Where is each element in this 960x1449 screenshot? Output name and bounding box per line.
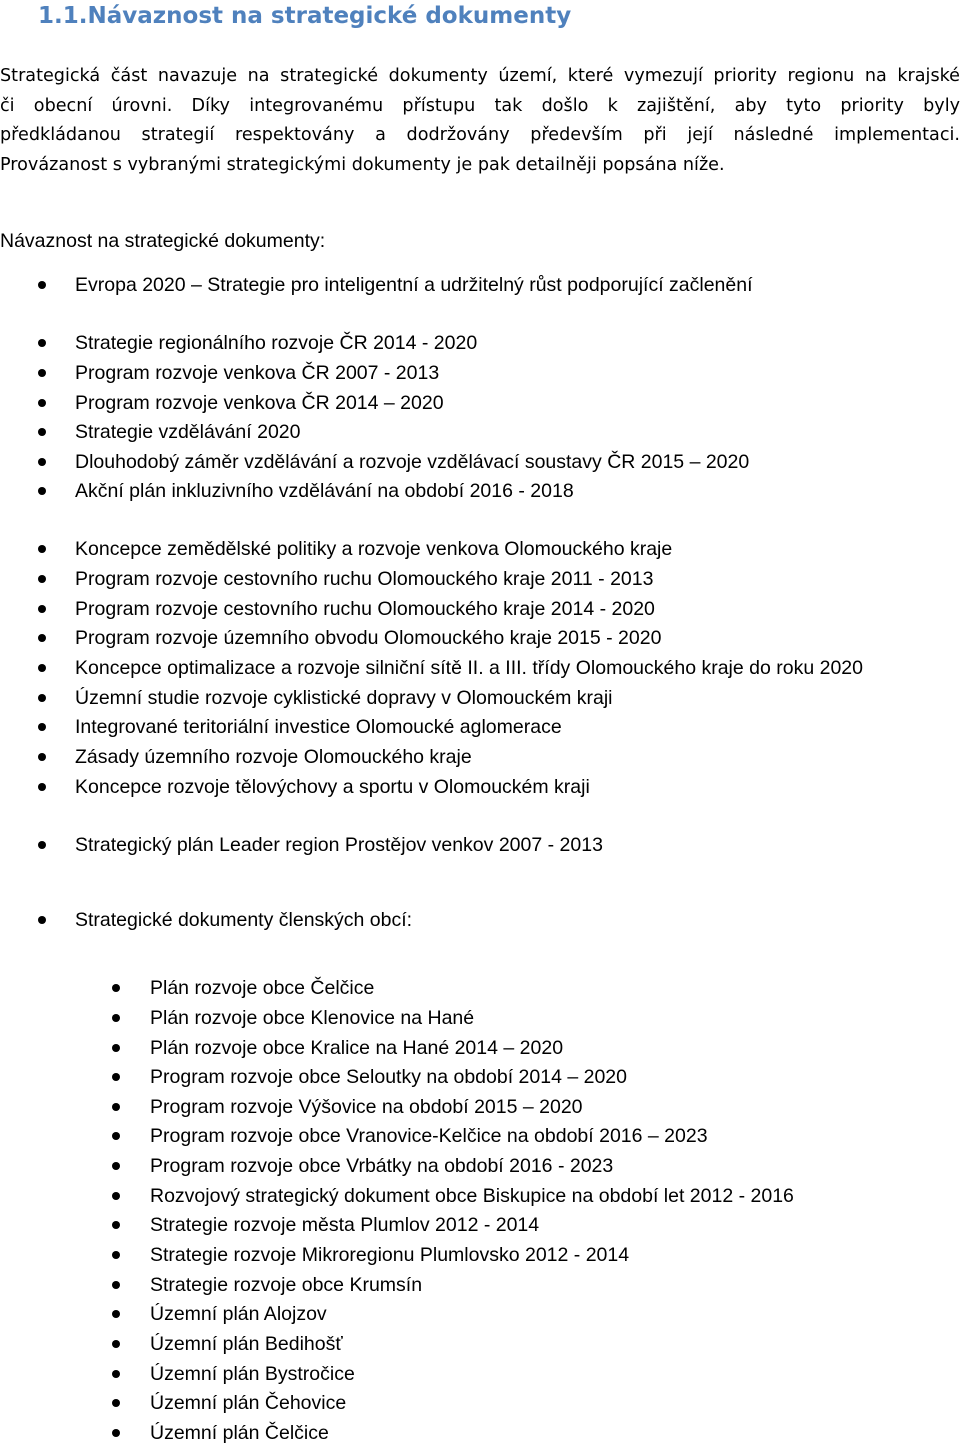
bullet-icon — [112, 1310, 120, 1318]
bullet-icon — [112, 1399, 120, 1407]
bullet-icon — [112, 1073, 120, 1081]
bullet-icon — [112, 1162, 120, 1170]
bullet-icon — [112, 1281, 120, 1289]
list-item-text: Program rozvoje obce Seloutky na období 2014 – 2020 — [150, 1066, 627, 1088]
bullet-icon — [112, 1044, 120, 1052]
list-item-text: Strategie rozvoje Mikroregionu Plumlovsko 2012 - 2014 — [150, 1244, 630, 1266]
list-item-text: Strategie rozvoje obce Krumsín — [150, 1274, 423, 1296]
bullet-icon — [38, 281, 46, 289]
list-item-text: Plán rozvoje obce Klenovice na Hané — [150, 1007, 475, 1029]
list-item-text: Program rozvoje cestovního ruchu Olomouckého kraje 2011 - 2013 — [75, 568, 654, 590]
bullet-icon — [112, 1340, 120, 1348]
bullet-icon — [38, 841, 46, 849]
bullet-icon — [112, 1103, 120, 1111]
list-item-text: Strategie rozvoje města Plumlov 2012 - 2014 — [150, 1214, 540, 1236]
list-item-text: Akční plán inkluzivního vzdělávání na období 2016 - 2018 — [75, 480, 574, 502]
list-item-text: Program rozvoje obce Vranovice-Kelčice na období 2016 – 2023 — [150, 1125, 708, 1147]
bullet-icon — [112, 1370, 120, 1378]
bullet-icon — [38, 723, 46, 731]
bullet-icon — [112, 1132, 120, 1140]
list-item-text: Rozvojový strategický dokument obce Biskupice na období let 2012 - 2016 — [150, 1185, 794, 1207]
list-item-text: Územní plán Čehovice — [150, 1392, 347, 1414]
list-item-text: Program rozvoje územního obvodu Olomouckého kraje 2015 - 2020 — [75, 627, 662, 649]
bullet-icon — [112, 1192, 120, 1200]
intro-line: Provázanost s vybranými strategickými dokumenty je pak detailněji popsána níže. — [0, 155, 725, 176]
list-item-text: Program rozvoje venkova ČR 2007 - 2013 — [75, 362, 440, 384]
bullet-icon — [38, 916, 46, 924]
list-item-text: Územní studie rozvoje cyklistické dopravy v Olomouckém kraji — [75, 687, 613, 709]
list-item-text: Koncepce optimalizace a rozvoje silniční sítě II. a III. třídy Olomouckého kraje do roku 2020 — [75, 657, 863, 679]
bullet-icon — [38, 783, 46, 791]
bullet-icon — [112, 1221, 120, 1229]
list-item-text: Územní plán Čelčice — [150, 1422, 329, 1444]
bullet-icon — [38, 575, 46, 583]
bullet-icon — [112, 984, 120, 992]
bullet-icon — [38, 664, 46, 672]
bullet-icon — [112, 1251, 120, 1259]
list-item-text: Územní plán Bystročice — [150, 1363, 355, 1385]
list-item-text: Koncepce rozvoje tělovýchovy a sportu v Olomouckém kraji — [75, 776, 590, 798]
list-item-text: Strategie vzdělávání 2020 — [75, 421, 301, 443]
list-item-text: Územní plán Bedihošť — [150, 1333, 343, 1355]
intro-line: předkládanou strategií respektovány a dodržovány především při její následné implementaci. — [0, 125, 960, 146]
list-item-text: Program rozvoje Výšovice na období 2015 – 2020 — [150, 1096, 583, 1118]
list-item-text: Plán rozvoje obce Čelčice — [150, 977, 375, 999]
list-item-text: Strategie regionálního rozvoje ČR 2014 - 2020 — [75, 332, 478, 354]
bullet-icon — [112, 1429, 120, 1437]
intro-line: Strategická část navazuje na strategické dokumenty území, které vymezují priority regionu na krajské — [0, 66, 960, 86]
intro-line: či obecní úrovni. Díky integrovanému přístupu tak došlo k zajištění, aby tyto priority byly — [0, 95, 960, 116]
bullet-icon — [38, 634, 46, 642]
section-label: Návaznost na strategické dokumenty: — [0, 230, 326, 252]
list-item-text: Zásady územního rozvoje Olomouckého kraje — [75, 746, 472, 768]
list-item-text: Koncepce zemědělské politiky a rozvoje venkova Olomouckého kraje — [75, 538, 673, 560]
list-item-text: Plán rozvoje obce Kralice na Hané 2014 – 2020 — [150, 1037, 564, 1059]
list-item-text: Strategické dokumenty členských obcí: — [75, 909, 413, 931]
bullet-icon — [38, 694, 46, 702]
bullet-icon — [112, 1014, 120, 1022]
bullet-icon — [38, 428, 46, 436]
section-heading: 1.1.Návaznost na strategické dokumenty — [38, 3, 572, 29]
bullet-icon — [38, 399, 46, 407]
bullet-icon — [38, 545, 46, 553]
list-item-text: Evropa 2020 – Strategie pro inteligentní a udržitelný růst podporující začlenění — [75, 274, 753, 296]
bullet-icon — [38, 487, 46, 495]
list-item-text: Dlouhodobý záměr vzdělávání a rozvoje vzdělávací soustavy ČR 2015 – 2020 — [75, 451, 750, 473]
list-item-text: Integrované teritoriální investice Olomoucké aglomerace — [75, 716, 562, 738]
list-item-text: Program rozvoje cestovního ruchu Olomouckého kraje 2014 - 2020 — [75, 598, 655, 620]
bullet-icon — [38, 339, 46, 347]
bullet-icon — [38, 369, 46, 377]
list-item-text: Strategický plán Leader region Prostějov venkov 2007 - 2013 — [75, 834, 603, 856]
list-item-text: Program rozvoje venkova ČR 2014 – 2020 — [75, 392, 444, 414]
list-item-text: Územní plán Alojzov — [150, 1303, 327, 1325]
list-item-text: Program rozvoje obce Vrbátky na období 2016 - 2023 — [150, 1155, 614, 1177]
bullet-icon — [38, 458, 46, 466]
bullet-icon — [38, 753, 46, 761]
bullet-icon — [38, 605, 46, 613]
